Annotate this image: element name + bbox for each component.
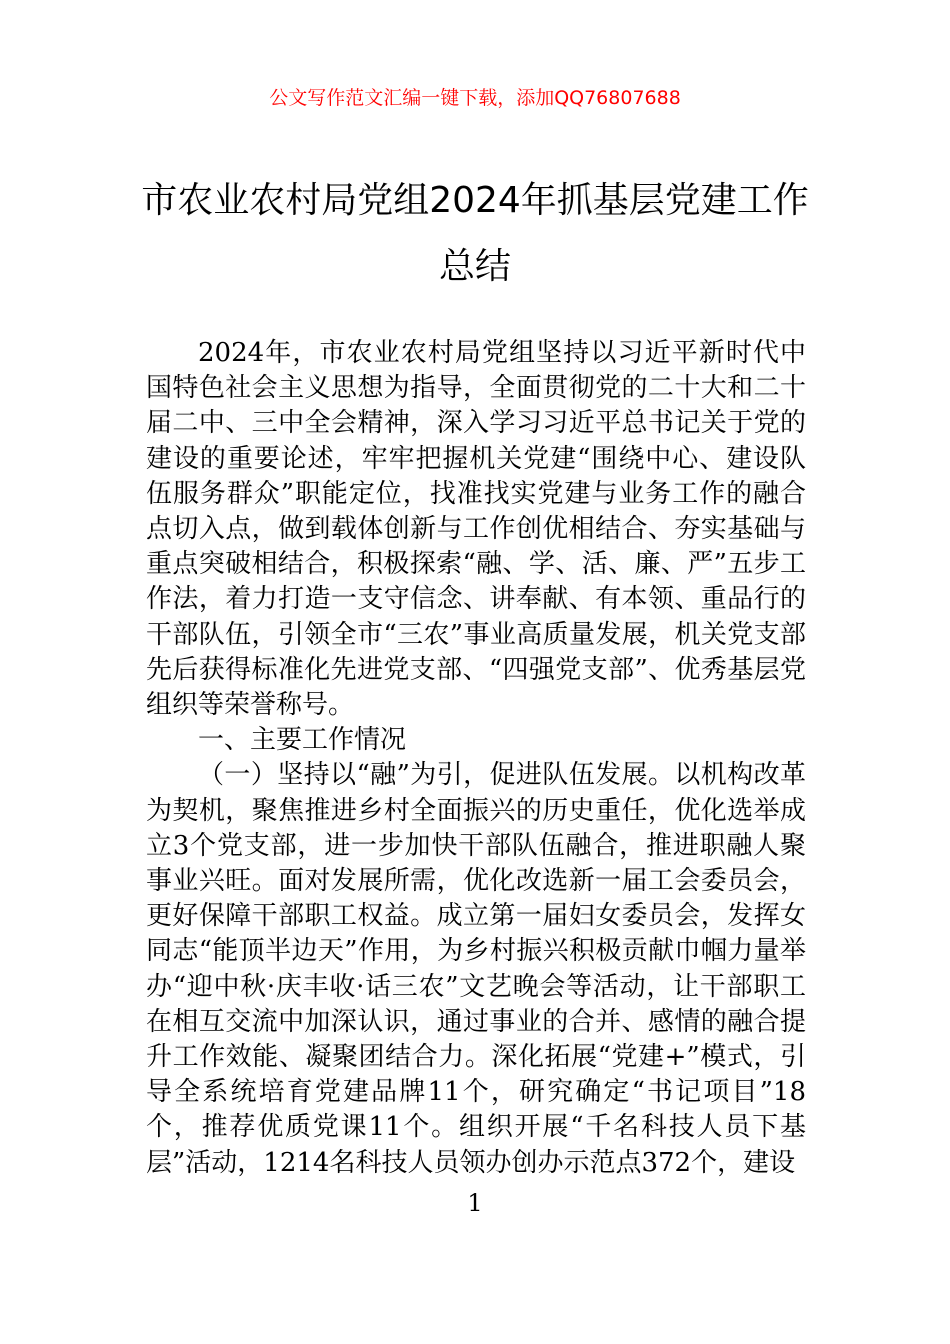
section-heading: 一、主要工作情况	[198, 725, 407, 756]
subsection-paragraph: （一）坚持以“融”为引，促进队伍发展。以机构改革为契机，聚焦推进乡村全面振兴的历史重任，优化选举成立3个党支部，进一步加快干部队伍融合，推进职融人聚事业兴旺。面对发展所需，优化改选新一届工会委员会，更好保障干部职工权益。成立第一届妇女委员会，发挥女同志“能顶半边天”作用，为乡村振兴积极贡献巾帼力量举办“迎中秋·庆丰收·话三农”文艺晚会等活动，让干部职工在相互交流中加深认识，通过事业的合并、感情的融合提升工作效能、凝聚团结合力。深化拓展“党建+”模式，引导全系统培育党建品牌11个，研究确定“书记项目”18个，推荐优质党课11个。组织开展“千名科技人员下基层”活动，1214名科技人员领办创办示范点372个，建设	[146, 760, 806, 1178]
document-title: 市农业农村局党组2024年抓基层党建工作总结	[141, 180, 809, 287]
intro-paragraph: 2024年，市农业农村局党组坚持以习近平新时代中国特色社会主义思想为指导，全面贯彻党的二十大和二十届二中、三中全会精神，深入学习习近平总书记关于党的建设的重要论述，牢牢把握机关党建“围绕中心、建设队伍服务群众”职能定位，找准找实党建与业务工作的融合点切入点，做到载体创新与工作创优相结合、夯实基础与重点突破相结合，积极探索“融、学、活、廉、严”五步工作法，着力打造一支守信念、讲奉献、有本领、重品行的干部队伍，引领全市“三农”事业高质量发展，机关党支部先后获得标准化先进党支部、“四强党支部”、优秀基层党组织等荣誉称号。	[146, 338, 806, 721]
download-banner: 公文写作范文汇编一键下载，添加QQ76807688	[269, 87, 681, 109]
document-body	[146, 336, 806, 1181]
page-number: 1	[467, 1189, 483, 1217]
